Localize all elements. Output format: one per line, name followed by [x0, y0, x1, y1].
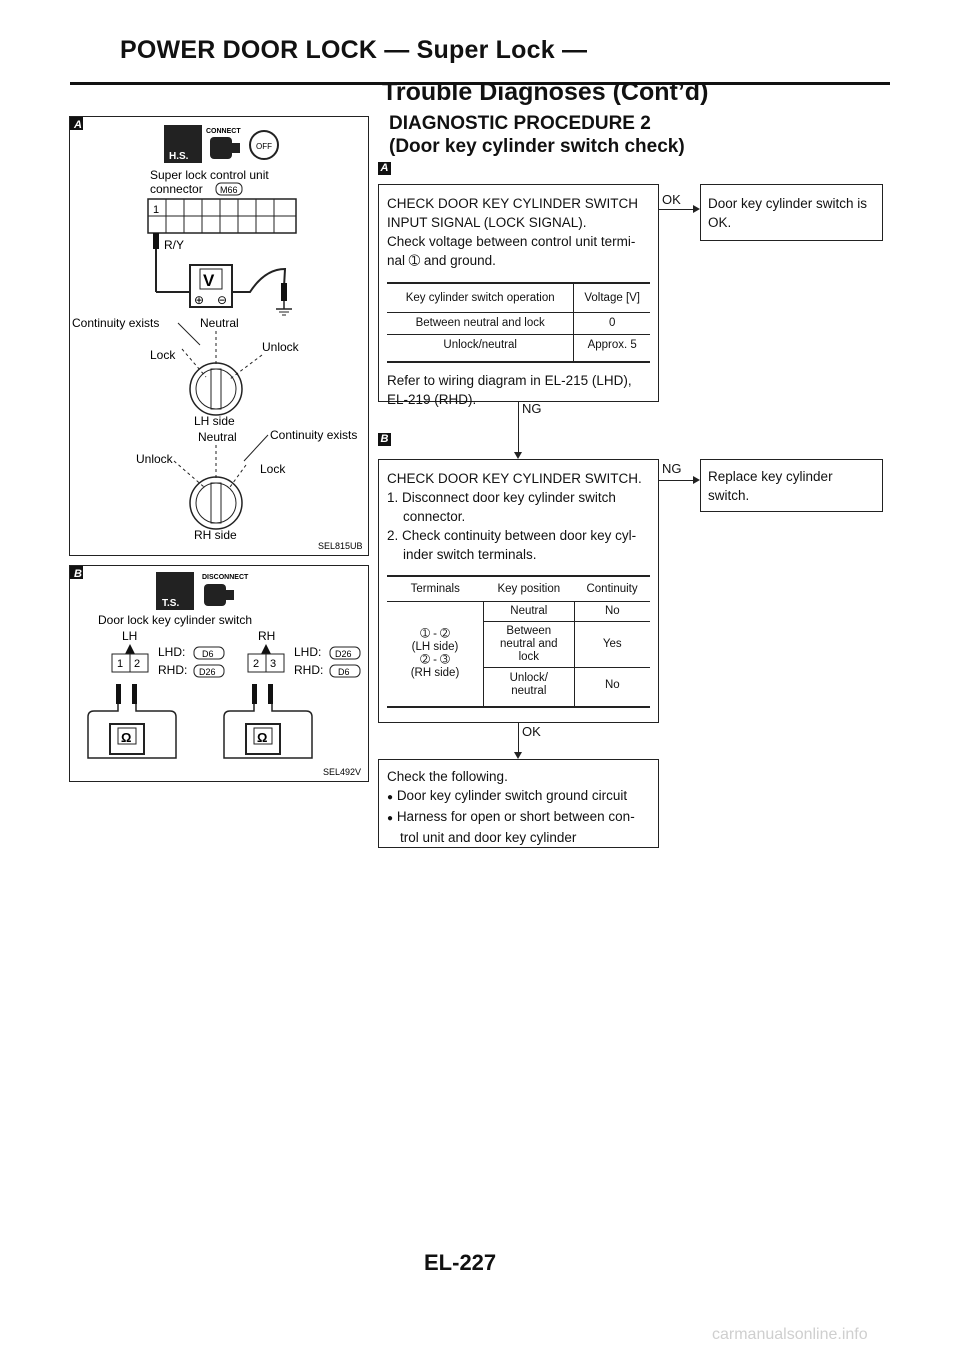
- lock-rh-label: Lock: [260, 462, 286, 476]
- watermark: carmanualsonline.info: [712, 1326, 868, 1343]
- figure-continuity-check: [69, 565, 369, 782]
- continuity-lh-label: Continuity exists: [72, 316, 160, 330]
- header-subtitle: Trouble Diagnoses (Cont’d): [382, 78, 709, 106]
- plus-terminal: ⊕: [194, 293, 205, 307]
- lh-pin2: 2: [134, 658, 141, 670]
- step1-ok-arrow: [693, 205, 700, 213]
- lh-lhd-label: LHD:: [158, 645, 186, 659]
- step1-ng-label: NG: [522, 401, 542, 416]
- unit-label-line2: connector: [150, 182, 203, 196]
- unlock-lh-label: Unlock: [262, 340, 299, 354]
- rh-pin2: 2: [253, 658, 260, 670]
- unlock-rh-label: Unlock: [136, 452, 173, 466]
- figure2-title: Door lock key cylinder switch: [98, 613, 253, 627]
- step1-box: CHECK DOOR KEY CYLINDER SWITCH INPUT SIGNAL (LOCK SIGNAL). Check voltage between control unit termi- nal ➀ and ground. Key cylinder switch operation Voltage [V] Between neutral and lock 0 Unlock/neutral Approx. 5 Refer to wiring diagram in EL-215 (LHD), EL-219 (RHD).: [378, 184, 659, 402]
- off-label: OFF: [256, 142, 272, 151]
- figure-voltage-check: [69, 116, 369, 556]
- neutral-lh-label: Neutral: [200, 316, 239, 330]
- rh-pin3: 3: [270, 658, 277, 670]
- lh-rhd-connector: D26: [199, 667, 216, 677]
- rh-lhd-label: LHD:: [294, 645, 322, 659]
- rh-rhd-connector: D6: [338, 667, 350, 677]
- lh-label: LH: [122, 629, 138, 643]
- connector-icon: [210, 137, 232, 159]
- connect-label: CONNECT: [206, 128, 241, 135]
- step1-ng-connector: [518, 402, 519, 452]
- continuity-table: Terminals Key position Continuity ➀ - ➁ (LH side) ➁ - ➂ (RH side) Neutral No Between neutral and lock Yes Unlock/ neutral No: [387, 575, 650, 708]
- wire-label: R/Y: [164, 238, 185, 252]
- figure2-code: SEL492V: [323, 767, 362, 777]
- step3-box: Check the following. ● Door key cylinder switch ground circuit ● Harness for open or short between con- trol unit and door key cylinder: [378, 759, 659, 848]
- minus-terminal: ⊖: [217, 293, 228, 307]
- step-marker-b: B: [378, 433, 391, 446]
- lh-ohm-symbol: Ω: [121, 730, 132, 745]
- lh-key-cylinder: [190, 363, 242, 415]
- rh-key-cylinder: [190, 477, 242, 529]
- lh-rhd-label: RHD:: [158, 663, 188, 677]
- lock-lh-label: Lock: [150, 348, 176, 362]
- hs-label: H.S.: [169, 151, 189, 162]
- step1-ng-arrow: [514, 452, 522, 459]
- step2-ok-arrow: [514, 752, 522, 759]
- rh-rhd-label: RHD:: [294, 663, 324, 677]
- voltmeter-label: V: [203, 271, 215, 290]
- marker-a-label: A: [74, 119, 82, 131]
- step2-ok-connector: [518, 723, 519, 752]
- rh-side-label: RH side: [194, 528, 237, 542]
- lh-side-label: LH side: [194, 414, 235, 428]
- procedure-title: DIAGNOSTIC PROCEDURE 2 (Door key cylinder switch check): [389, 113, 685, 157]
- unit-label-line1: Super lock control unit: [150, 168, 269, 182]
- page-number: EL-227: [424, 1250, 497, 1275]
- connector-id: M66: [220, 185, 238, 195]
- step2-ng-arrow: [693, 476, 700, 484]
- continuity-rh-label: Continuity exists: [270, 428, 358, 442]
- rh-lhd-connector: D26: [335, 649, 352, 659]
- lh-pin1: 1: [117, 658, 124, 670]
- result2-box: Replace key cylinder switch.: [700, 459, 883, 512]
- figure-voltage-check-drawing: [70, 117, 368, 555]
- header-title: POWER DOOR LOCK — Super Lock —: [120, 36, 588, 64]
- figure-continuity-check-drawing: [70, 566, 368, 781]
- neutral-rh-label: Neutral: [198, 430, 237, 444]
- figure1-code: SEL815UB: [318, 541, 363, 551]
- step2-ng-label: NG: [662, 461, 682, 476]
- terminals-cell: ➀ - ➁ (LH side) ➁ - ➂ (RH side): [387, 602, 484, 708]
- rh-label: RH: [258, 629, 276, 643]
- ts-label: T.S.: [162, 598, 180, 609]
- step2-ok-label: OK: [522, 724, 541, 739]
- step1-ok-label: OK: [662, 192, 681, 207]
- disconnect-label: DISCONNECT: [202, 574, 249, 581]
- voltage-table: Key cylinder switch operation Voltage [V] Between neutral and lock 0 Unlock/neutral Approx. 5: [387, 282, 650, 363]
- marker-b-label: B: [74, 568, 82, 580]
- step-marker-a: A: [378, 162, 391, 175]
- disconnect-connector-icon: [204, 584, 226, 606]
- pin-label: 1: [153, 204, 160, 216]
- lh-lhd-connector: D6: [202, 649, 214, 659]
- rh-ohm-symbol: Ω: [257, 730, 268, 745]
- step2-box: CHECK DOOR KEY CYLINDER SWITCH. 1. Disconnect door key cylinder switch connector. 2. Check continuity between door key cyl- inder switch terminals. Terminals Key position Continuity ➀ - ➁ (LH side) ➁ - ➂ (RH side) Neutral No Between neutral and lock Yes Unlock/ neutral No: [378, 459, 659, 723]
- result1-box: Door key cylinder switch is OK.: [700, 184, 883, 241]
